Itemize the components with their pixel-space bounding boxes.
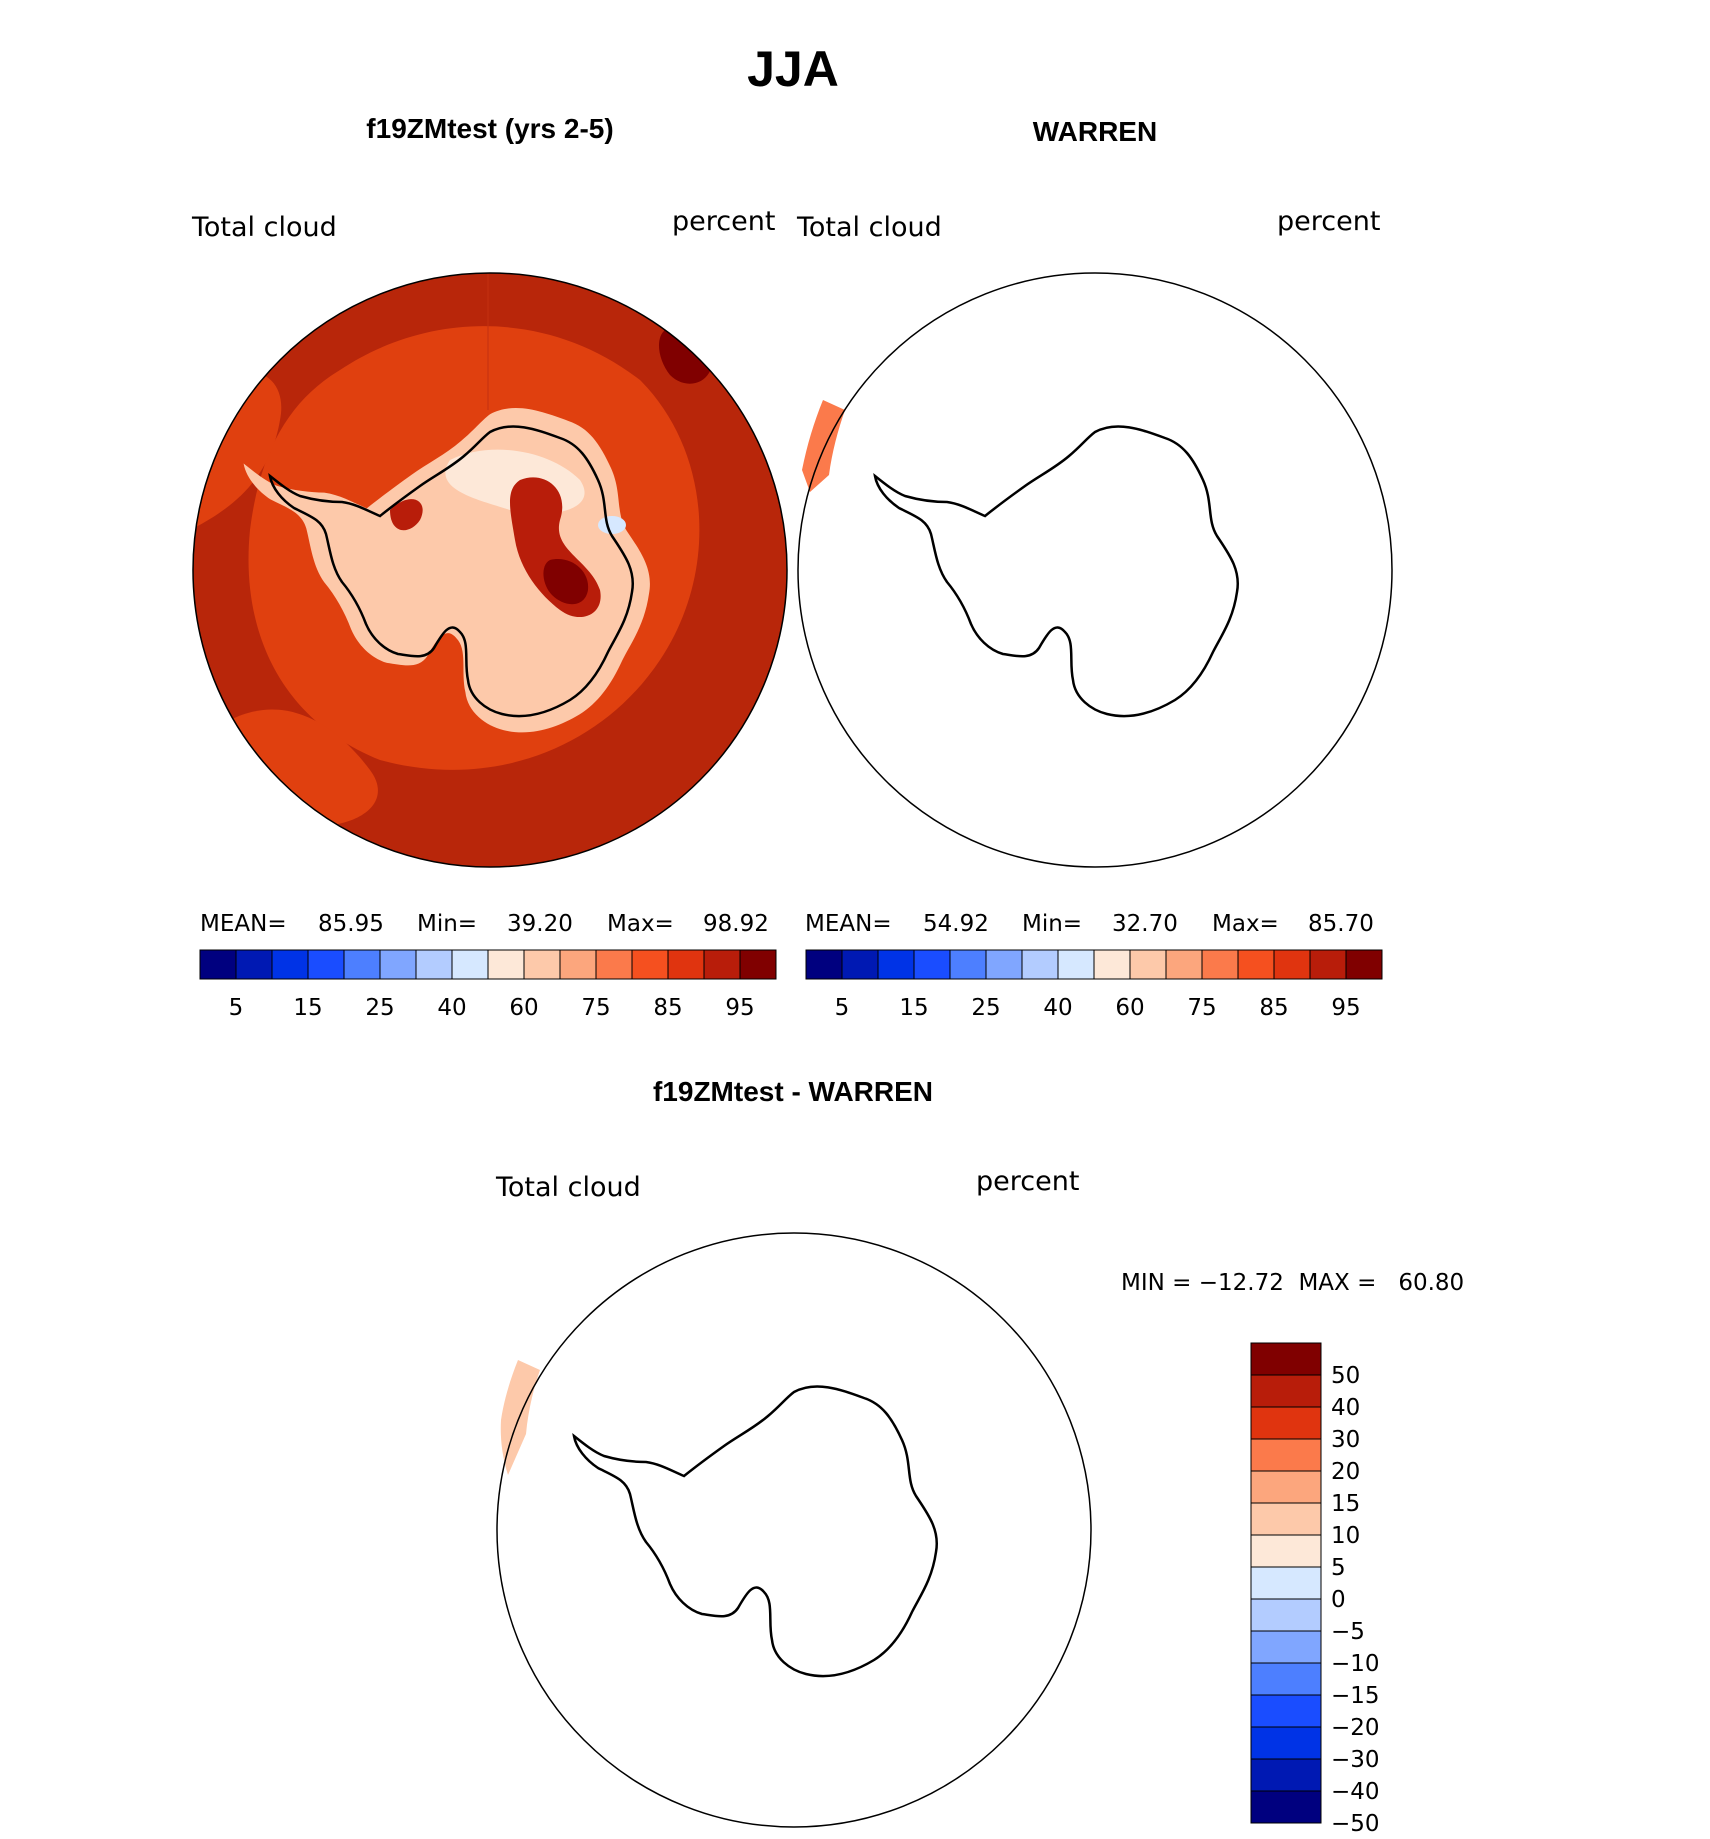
panel-obs-mean-label: MEAN= bbox=[805, 911, 892, 937]
colorbar-swatch bbox=[668, 950, 704, 979]
colorbar-swatch bbox=[1274, 950, 1310, 979]
colorbar-swatch bbox=[1251, 1631, 1321, 1663]
colorbar-tick-label: 15 bbox=[1331, 1491, 1361, 1517]
panel-model-colorbar bbox=[200, 950, 776, 1021]
colorbar-tick-label: 50 bbox=[1331, 1363, 1361, 1389]
colorbar-swatch bbox=[1251, 1535, 1321, 1567]
colorbar-swatch bbox=[704, 950, 740, 979]
colorbar-swatch bbox=[632, 950, 668, 979]
colorbar-tick-label: 95 bbox=[1331, 995, 1361, 1021]
colorbar-tick-label: −20 bbox=[1331, 1715, 1380, 1741]
colorbar-swatch bbox=[842, 950, 878, 979]
colorbar-swatch bbox=[1251, 1503, 1321, 1535]
panel-difference-units-label: percent bbox=[976, 1166, 1080, 1197]
colorbar-swatch bbox=[452, 950, 488, 979]
colorbar-swatch bbox=[1058, 950, 1094, 979]
colorbar-tick-label: 60 bbox=[509, 995, 539, 1021]
colorbar-swatch bbox=[878, 950, 914, 979]
colorbar-swatch bbox=[1251, 1663, 1321, 1695]
colorbar-tick-label: −10 bbox=[1331, 1651, 1380, 1677]
colorbar-swatch bbox=[1251, 1375, 1321, 1407]
panel-model-units-label: percent bbox=[672, 206, 776, 237]
colorbar-tick-label: 30 bbox=[1331, 1427, 1361, 1453]
panel-obs-min-label: Min= bbox=[1022, 911, 1083, 937]
colorbar-swatch bbox=[1251, 1599, 1321, 1631]
colorbar-swatch bbox=[1251, 1695, 1321, 1727]
colorbar-tick-label: 40 bbox=[1331, 1395, 1361, 1421]
colorbar-swatch bbox=[1166, 950, 1202, 979]
panel-model-map bbox=[190, 270, 790, 870]
panel-model-max-value: 98.92 bbox=[703, 911, 769, 937]
panel-obs-min-value: 32.70 bbox=[1112, 911, 1178, 937]
figure-title: JJA bbox=[747, 41, 839, 97]
panel-difference-minmax: MIN = −12.72 MAX = 60.80 bbox=[1121, 1270, 1465, 1296]
colorbar-swatch bbox=[596, 950, 632, 979]
colorbar-swatch bbox=[806, 950, 842, 979]
colorbar-swatch bbox=[488, 950, 524, 979]
colorbar-swatch bbox=[1238, 950, 1274, 979]
coastline bbox=[875, 426, 1238, 716]
colorbar-swatch bbox=[524, 950, 560, 979]
interior-cloud-min bbox=[598, 516, 626, 534]
colorbar-swatch bbox=[380, 950, 416, 979]
panel-obs-map bbox=[798, 273, 1392, 867]
panel-model-min-label: Min= bbox=[417, 911, 478, 937]
colorbar-swatch bbox=[1251, 1471, 1321, 1503]
panel-obs-mean-value: 54.92 bbox=[923, 911, 989, 937]
panel-difference-map bbox=[497, 1233, 1091, 1827]
colorbar-swatch bbox=[1310, 950, 1346, 979]
colorbar-swatch bbox=[950, 950, 986, 979]
colorbar-swatch bbox=[1202, 950, 1238, 979]
coastline bbox=[574, 1386, 937, 1676]
colorbar-swatch bbox=[1251, 1759, 1321, 1791]
panel-difference-colorbar bbox=[1251, 1343, 1380, 1837]
panel-obs bbox=[796, 116, 1392, 1021]
colorbar-tick-label: 75 bbox=[581, 995, 611, 1021]
map-boundary bbox=[798, 273, 1392, 867]
colorbar-swatch bbox=[1251, 1343, 1321, 1375]
colorbar-swatch bbox=[1130, 950, 1166, 979]
panel-model-mean-label: MEAN= bbox=[200, 911, 287, 937]
panel-model-mean-value: 85.95 bbox=[318, 911, 384, 937]
colorbar-tick-label: 5 bbox=[228, 995, 244, 1021]
panel-obs-max-label: Max= bbox=[1212, 911, 1279, 937]
panel-model-title: f19ZMtest (yrs 2-5) bbox=[366, 113, 614, 144]
colorbar-tick-label: 25 bbox=[971, 995, 1001, 1021]
colorbar-tick-label: 75 bbox=[1187, 995, 1217, 1021]
colorbar-tick-label: 95 bbox=[725, 995, 755, 1021]
colorbar-tick-label: 10 bbox=[1331, 1523, 1361, 1549]
panel-difference-variable-label: Total cloud bbox=[496, 1172, 641, 1203]
colorbar-swatch bbox=[1022, 950, 1058, 979]
colorbar-swatch bbox=[236, 950, 272, 979]
colorbar-tick-label: 20 bbox=[1331, 1459, 1361, 1485]
panel-model-max-label: Max= bbox=[607, 911, 674, 937]
colorbar-swatch bbox=[416, 950, 452, 979]
colorbar-swatch bbox=[1094, 950, 1130, 979]
colorbar-tick-label: −30 bbox=[1331, 1747, 1380, 1773]
colorbar-swatch bbox=[344, 950, 380, 979]
panel-difference bbox=[495, 1076, 1464, 1837]
colorbar-tick-label: 40 bbox=[437, 995, 467, 1021]
panel-obs-max-value: 85.70 bbox=[1308, 911, 1374, 937]
colorbar-swatch bbox=[1251, 1407, 1321, 1439]
colorbar-tick-label: 15 bbox=[899, 995, 929, 1021]
colorbar-tick-label: −5 bbox=[1331, 1619, 1365, 1645]
panel-obs-variable-label: Total cloud bbox=[797, 212, 942, 243]
colorbar-swatch bbox=[308, 950, 344, 979]
panel-obs-units-label: percent bbox=[1277, 206, 1381, 237]
panel-model bbox=[190, 113, 790, 1021]
panel-difference-title: f19ZMtest - WARREN bbox=[652, 1076, 934, 1107]
colorbar-tick-label: 25 bbox=[365, 995, 395, 1021]
colorbar-swatch bbox=[1251, 1727, 1321, 1759]
colorbar-tick-label: 0 bbox=[1331, 1587, 1346, 1613]
colorbar-swatch bbox=[1251, 1791, 1321, 1823]
panel-model-min-value: 39.20 bbox=[507, 911, 573, 937]
colorbar-tick-label: −50 bbox=[1331, 1811, 1380, 1837]
colorbar-tick-label: 15 bbox=[293, 995, 323, 1021]
colorbar-swatch bbox=[560, 950, 596, 979]
panel-obs-title: WARREN bbox=[1032, 116, 1158, 147]
colorbar-tick-label: −40 bbox=[1331, 1779, 1380, 1805]
colorbar-swatch bbox=[740, 950, 776, 979]
panel-obs-colorbar bbox=[806, 950, 1382, 1021]
obs-data-strip bbox=[802, 400, 845, 492]
panel-model-variable-label: Total cloud bbox=[192, 212, 337, 243]
colorbar-tick-label: 85 bbox=[653, 995, 683, 1021]
map-boundary bbox=[497, 1233, 1091, 1827]
colorbar-tick-label: 60 bbox=[1115, 995, 1145, 1021]
colorbar-swatch bbox=[272, 950, 308, 979]
colorbar-swatch bbox=[914, 950, 950, 979]
colorbar-tick-label: 40 bbox=[1043, 995, 1073, 1021]
colorbar-swatch bbox=[1251, 1439, 1321, 1471]
colorbar-swatch bbox=[986, 950, 1022, 979]
colorbar-tick-label: −15 bbox=[1331, 1683, 1380, 1709]
colorbar-tick-label: 5 bbox=[834, 995, 850, 1021]
colorbar-swatch bbox=[200, 950, 236, 979]
colorbar-swatch bbox=[1346, 950, 1382, 979]
colorbar-tick-label: 5 bbox=[1331, 1555, 1346, 1581]
colorbar-tick-label: 85 bbox=[1259, 995, 1289, 1021]
colorbar-swatch bbox=[1251, 1567, 1321, 1599]
